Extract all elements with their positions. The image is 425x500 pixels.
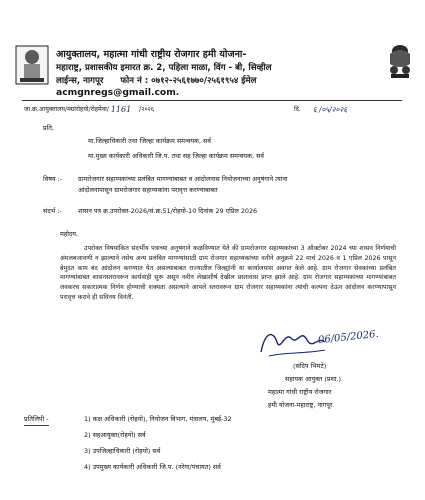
signature-date: 06/05/2026. [317,328,380,347]
signatory-designation-1: सहायक आयुक्त (प्रशा.) [285,375,342,383]
letterhead-email[interactable]: acmgnregs@gmail.com. [56,87,180,98]
copy-item-1: 1) कक्ष अधिकारी (रोहयो), नियोजन विभाग, मंत्रालय, मुंबई-32 [84,415,232,423]
body-paragraph: उपरोक्त विषयांकित संदर्भीय पत्राच्या अनुषंगाने कळविण्यात येते की ग्रामरोजगार सहाय्यकांच्या 3 ऑक्टोबर 2024 च्या शासन निर्णयाची अंमलबजावणी न झाल्याने तसेच अन्य प्रलंबित मागण्यांसाठी ग्राम रोजगार सहाय्यकांच्या वतीने अनुक्रमे 22 मार्च 2026 व 1 एप्रिल 2026 पासून बेमुदत काम बंद आंदोलन करण्यात येत असल्याबाबत राज्यातील जिल्ह्यांनी या कार्यालयास अवगत केले आहे. ग्राम रोजगार सेवकांच्या प्रलंबित मागण्यांबाबत शासनस्तरावरून कार्यवाही सुरू असून नवीन लेखाशीर्ष देखील प्रस्तावास प्राप्त झाले आहे. ग्राम रोजगार सहाय्यकांच्या मागण्यांबाबत लवकरच सकारात्मक निर्णय होण्याची शक्यता असल्याने आपले स्तरावरून ग्राम रोजगार सहाय्यकांना त्यांची कल्पना देऊन आंदोलन करण्यापासून परावृत्त करावे ही सविनय विनंती. [60,245,396,301]
date-block [294,104,347,114]
signatory-name: (संदिप भिमटे) [293,362,327,370]
copy-item-2: 2) सहआयुक्त(रोहयो) सर्व [84,431,146,439]
date-label: दि. [294,106,301,113]
emblem-icon [14,44,50,86]
copy-item-4: 4) उपमुख्य कार्यकारी अधिकारी जि.प. (नरेगा/पंचायत) सर्व [84,463,221,471]
header-divider [22,100,402,101]
subject-label: विषय :- [43,175,63,183]
ref-number: 1161 [110,105,132,114]
subject-line-2: आंदोलनापासून ग्रामरोजगार सहाय्यकांना परावृत्त करण्याबाबत [78,186,218,194]
salutation: महोदय, [60,230,79,238]
reference-text: शासन पत्र क्र.उपरोक्त-2026/सं.क्र.51/रोहयो-10 दिनांक 29 एप्रिल 2026 [78,207,258,215]
recipient-1: मा.जिल्हाधिकारी तथा जिल्हा कार्यक्रम समन्वयक, सर्व [88,137,211,145]
letterhead-line-1: आयुक्तालय, महात्मा गांधी राष्ट्रीय रोजगार हमी योजना- [56,49,247,60]
letterhead-phone: फोन नं : ०७१२-२५६१७७०/२५६१९५४ ईमेल [120,76,257,86]
copies-label: प्रतिलिपी - [24,415,49,426]
portrait-icon [385,42,415,80]
subject-line-1: ग्रामरोजगार सहाय्यकांच्या प्रलंबित मागण्यांबाबत व आंदोलनास नियोजनाच्या अनुषंगाने त्यांना [78,175,288,183]
letterhead-line-3 [56,74,256,86]
reference-label: संदर्भ :- [43,207,62,215]
signatory-designation-3: हमी योजना-महाराष्ट्र, नागपूर [268,401,333,409]
letterhead-city: लाईन्स, नागपूर [56,76,104,86]
reference-number-line [24,104,154,113]
date-value: ६ /०५/२०२६ [312,105,348,114]
recipients-label: प्रति, [43,124,54,132]
signatory-designation-2: महात्मा गांधी राष्ट्रीय रोजगार [268,388,332,396]
letterhead-line-2: महाराष्ट्र, प्रशासकीय इमारत क्र. 2, पहिला माळा, विंग - बी, सिव्हील [56,63,272,73]
recipient-2: मा.मुख्य कार्यकारी अधिकारी जि.प. तथा सह जिल्हा कार्यक्रम समन्वयक, सर्व [88,152,264,160]
ref-prefix: जा.क्र.आयुक्तालय/मग्रांरोहयो/रोहमेवा/ [24,106,109,113]
copy-item-3: 3) उपजिल्हाधिकारी (रोहयो) सर्व [84,447,161,455]
ref-suffix: /२०२६ [139,106,155,113]
